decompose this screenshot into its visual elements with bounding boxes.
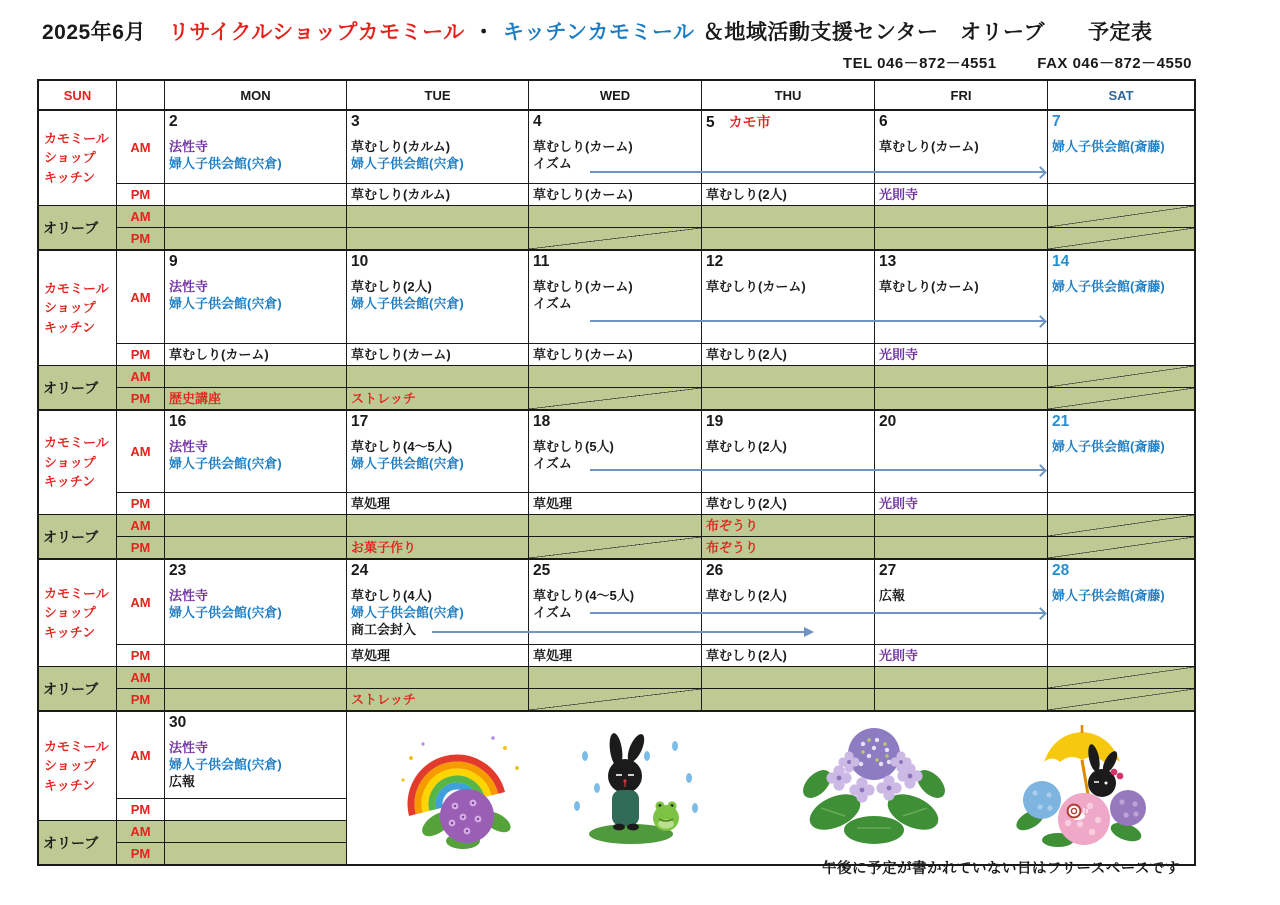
- day-cell-pm-thu: [702, 644, 875, 666]
- day-cell-pm-thu: [702, 492, 875, 514]
- date-line: [706, 112, 871, 133]
- event-text: 草むしり(カーム): [169, 347, 269, 362]
- olive-am-label: AM: [117, 666, 165, 688]
- olive-cell-pm-wed: [529, 536, 702, 558]
- day-cell-am-mon: [165, 712, 347, 798]
- event-text: 草むしり(カーム): [533, 279, 633, 294]
- date-number: 4: [533, 113, 542, 130]
- page-title: [42, 16, 1154, 46]
- title-rest: ＆地域活動支援センター オリーブ 予定表: [702, 21, 1153, 44]
- olive-cell-am-mon: [165, 205, 347, 227]
- kamomile-pm-label: PM: [117, 343, 165, 365]
- event-text: ストレッチ: [351, 391, 416, 406]
- section-label-line: カモミール: [44, 435, 109, 451]
- date-number: 7: [1052, 113, 1061, 130]
- title-kitchen: キッチンカモミール: [502, 21, 695, 44]
- event-text: 婦人子供会館(宍倉): [351, 296, 464, 311]
- day-cell-am-mon: [165, 560, 347, 644]
- day-cell-am-thu: [702, 411, 875, 492]
- olive-cell-pm-wed: [529, 387, 702, 409]
- event-text: イズム: [533, 605, 572, 620]
- title-separator-dot: ・: [473, 21, 495, 44]
- day-cell-pm-wed: [529, 183, 702, 205]
- kamomile-section-label: [39, 251, 117, 365]
- event-text: 法性寺: [169, 279, 209, 294]
- olive-pm-label: PM: [117, 536, 165, 558]
- day-cell-pm-thu: [702, 183, 875, 205]
- date-line: [169, 112, 343, 132]
- olive-cell-pm-thu: [702, 688, 875, 710]
- olive-cell-am-tue: [347, 666, 529, 688]
- continuation-arrow: [432, 631, 812, 633]
- day-cell-pm-sat: [1048, 492, 1194, 514]
- event-text: 商工会封入: [351, 622, 417, 637]
- event-text: 草処理: [533, 496, 573, 511]
- section-label-line: ショップ: [44, 758, 96, 774]
- olive-section-label: オリーブ: [39, 514, 117, 558]
- day-cell-pm-fri: [875, 183, 1048, 205]
- fax-number: FAX 046－872－4550: [1037, 55, 1192, 72]
- event-text: 草むしり(4人): [351, 588, 432, 603]
- day-cell-pm-fri: [875, 644, 1048, 666]
- contact-line: [843, 52, 1192, 73]
- olive-am-label: AM: [117, 365, 165, 387]
- event-text: 法性寺: [169, 139, 209, 154]
- event-text: 歴史講座: [169, 391, 222, 406]
- day-cell-am-sat: [1048, 411, 1194, 492]
- date-line: [351, 561, 525, 581]
- kamomile-pm-label: PM: [117, 644, 165, 666]
- week-row-4: [39, 558, 1194, 710]
- day-cell-pm-tue: [347, 644, 529, 666]
- section-label-line: ショップ: [44, 150, 96, 166]
- arrow-head-solid: [804, 627, 814, 637]
- event-text: 草むしり(2人): [351, 279, 432, 294]
- olive-cell-am-wed: [529, 205, 702, 227]
- event-text: 草むしり(5人): [533, 439, 614, 454]
- event-text: 草むしり(2人): [706, 187, 787, 202]
- event-text: 広報: [879, 588, 906, 603]
- day-cell-am-tue: [347, 111, 529, 183]
- event-text: 婦人子供会館(斎藤): [1052, 139, 1165, 154]
- section-label-line: カモミール: [44, 738, 109, 754]
- section-label-line: キッチン: [44, 624, 96, 640]
- date-number: 12: [706, 253, 724, 270]
- day-cell-am-mon: [165, 251, 347, 343]
- olive-cell-pm-tue: [347, 536, 529, 558]
- day-cell-pm-mon: [165, 798, 347, 820]
- olive-cell-am-sat: [1048, 365, 1194, 387]
- day-cell-am-mon: [165, 111, 347, 183]
- date-line: [706, 561, 871, 581]
- event-text: 光則寺: [879, 496, 919, 511]
- header-sun: SUN: [39, 81, 117, 109]
- olive-cell-am-fri: [875, 666, 1048, 688]
- date-line: [706, 252, 871, 272]
- day-cell-am-fri: [875, 251, 1048, 343]
- olive-cell-am-wed: [529, 365, 702, 387]
- rainbow-hydrangea-illustration: [393, 724, 533, 849]
- section-label-line: ショップ: [44, 300, 96, 316]
- event-text: 草むしり(カルム): [351, 187, 451, 202]
- day-cell-pm-wed: [529, 492, 702, 514]
- kamomile-am-label: AM: [117, 560, 165, 644]
- section-label-line: キッチン: [44, 319, 96, 335]
- olive-pm-label: PM: [117, 688, 165, 710]
- week-row-1: [39, 109, 1194, 249]
- olive-cell-am-fri: [875, 205, 1048, 227]
- date-number: 13: [879, 253, 897, 270]
- day-cell-pm-sat: [1048, 183, 1194, 205]
- day-cell-pm-fri: [875, 492, 1048, 514]
- olive-cell-am-thu: [702, 666, 875, 688]
- section-label-line: キッチン: [44, 474, 96, 490]
- olive-section-label: オリーブ: [39, 365, 117, 409]
- event-text: 草むしり(2人): [706, 648, 787, 663]
- day-cell-pm-tue: [347, 492, 529, 514]
- section-label-line: ショップ: [44, 605, 96, 621]
- olive-cell-am-thu: [702, 205, 875, 227]
- event-text: 草むしり(2人): [706, 588, 787, 603]
- date-line: [879, 252, 1044, 272]
- olive-cell-am-fri: [875, 365, 1048, 387]
- day-cell-pm-fri: [875, 343, 1048, 365]
- olive-cell-am-sat: [1048, 205, 1194, 227]
- olive-cell-am-tue: [347, 514, 529, 536]
- date-line: [169, 561, 343, 581]
- olive-cell-pm-fri: [875, 387, 1048, 409]
- day-cell-pm-tue: [347, 343, 529, 365]
- date-line: [533, 252, 698, 272]
- event-text: 草処理: [351, 648, 391, 663]
- event-text: 婦人子供会館(宍倉): [351, 605, 464, 620]
- tel-number: TEL 046－872－4551: [842, 55, 997, 72]
- event-text: 婦人子供会館(宍倉): [169, 296, 282, 311]
- date-line: [706, 412, 871, 432]
- day-cell-am-wed: [529, 411, 702, 492]
- title-recycle-shop: リサイクルショップカモミール: [168, 21, 465, 44]
- olive-cell-pm-fri: [875, 536, 1048, 558]
- day-cell-am-fri: [875, 560, 1048, 644]
- event-text: 草処理: [533, 648, 573, 663]
- day-cell-am-sat: [1048, 111, 1194, 183]
- day-cell-pm-mon: [165, 644, 347, 666]
- olive-cell-am-tue: [347, 205, 529, 227]
- date-line: [879, 112, 1044, 132]
- date-line: [879, 412, 1044, 432]
- event-text: 草むしり(カーム): [879, 139, 979, 154]
- rabbit-and-frog-illustration: [569, 726, 704, 848]
- olive-cell-pm-thu: [702, 387, 875, 409]
- event-text: 婦人子供会館(斎藤): [1052, 439, 1165, 454]
- date-number: 21: [1052, 413, 1070, 430]
- olive-cell-am-sat: [1048, 514, 1194, 536]
- olive-pm-label: PM: [117, 227, 165, 249]
- olive-cell-pm-thu: [702, 536, 875, 558]
- section-label-line: カモミール: [44, 280, 109, 296]
- event-text: 婦人子供会館(宍倉): [169, 605, 282, 620]
- kamomile-am-label: AM: [117, 712, 165, 798]
- event-text: 婦人子供会館(斎藤): [1052, 588, 1165, 603]
- weekday-header-row: [39, 81, 1194, 109]
- header-wed: WED: [529, 81, 702, 109]
- olive-cell-am-thu: [702, 365, 875, 387]
- olive-cell-am-wed: [529, 514, 702, 536]
- week-row-2: [39, 249, 1194, 409]
- olive-cell-pm-wed: [529, 227, 702, 249]
- day-cell-am-wed: [529, 251, 702, 343]
- olive-cell-pm-sat: [1048, 536, 1194, 558]
- event-text: 草むしり(カーム): [533, 187, 633, 202]
- week-row-3: [39, 409, 1194, 558]
- event-text: ストレッチ: [351, 692, 416, 707]
- kamomile-section-label: [39, 411, 117, 514]
- event-text: 婦人子供会館(宍倉): [351, 456, 464, 471]
- olive-cell-pm-sat: [1048, 387, 1194, 409]
- section-label-line: ショップ: [44, 454, 96, 470]
- header-ampm-spacer: [117, 81, 165, 109]
- olive-cell-pm-thu: [702, 227, 875, 249]
- date-number: 19: [706, 413, 724, 430]
- olive-cell-pm-sat: [1048, 227, 1194, 249]
- day-cell-pm-mon: [165, 343, 347, 365]
- date-line: [351, 252, 525, 272]
- day-cell-am-sat: [1048, 560, 1194, 644]
- olive-cell-pm-mon: [165, 688, 347, 710]
- olive-am-label: AM: [117, 205, 165, 227]
- olive-cell-am-mon: [165, 666, 347, 688]
- illustration-area: [347, 712, 1194, 864]
- date-number: 5: [706, 114, 715, 131]
- olive-cell-am-wed: [529, 666, 702, 688]
- kamomile-pm-label: PM: [117, 798, 165, 820]
- event-text: 光則寺: [879, 648, 919, 663]
- date-number: 30: [169, 714, 187, 731]
- date-number: 11: [533, 253, 550, 270]
- event-text: 法性寺: [169, 740, 209, 755]
- olive-cell-am-mon: [165, 514, 347, 536]
- event-text: 草むしり(4～5人): [351, 439, 453, 454]
- kamomile-am-label: AM: [117, 251, 165, 343]
- footnote-text: 午後に予定が書かれていない日はフリースペースです: [822, 861, 1180, 877]
- header-fri: FRI: [875, 81, 1048, 109]
- date-number: 26: [706, 562, 724, 579]
- olive-cell-pm-tue: [347, 688, 529, 710]
- date-number: 24: [351, 562, 369, 579]
- date-number: 25: [533, 562, 551, 579]
- section-label-line: キッチン: [44, 777, 96, 793]
- event-text: 婦人子供会館(斎藤): [1052, 279, 1165, 294]
- olive-cell-am-sat: [1048, 666, 1194, 688]
- event-text: 法性寺: [169, 588, 209, 603]
- date-number: 27: [879, 562, 897, 579]
- olive-cell-pm-fri: [875, 227, 1048, 249]
- day-cell-pm-thu: [702, 343, 875, 365]
- event-text: 婦人子供会館(宍倉): [351, 156, 464, 171]
- olive-cell-pm-mon: [165, 536, 347, 558]
- date-line: [879, 561, 1044, 581]
- event-text: イズム: [533, 156, 572, 171]
- olive-cell-am-mon: [165, 365, 347, 387]
- day-cell-am-sat: [1048, 251, 1194, 343]
- header-tue: TUE: [347, 81, 529, 109]
- date-number: 18: [533, 413, 551, 430]
- event-text: イズム: [533, 296, 572, 311]
- continuation-arrow: [590, 320, 1044, 322]
- event-text: 草むしり(2人): [706, 439, 787, 454]
- date-line: [1052, 252, 1191, 272]
- olive-cell-pm-sat: [1048, 688, 1194, 710]
- event-text: 布ぞうり: [706, 540, 759, 555]
- title-month: 2025年6月: [42, 21, 146, 44]
- date-number: 20: [879, 413, 897, 430]
- date-line: [169, 252, 343, 272]
- date-number: 14: [1052, 253, 1070, 270]
- kamomile-section-label: [39, 712, 117, 820]
- olive-section-label: オリーブ: [39, 820, 117, 864]
- date-number: 6: [879, 113, 888, 130]
- day-cell-am-tue: [347, 251, 529, 343]
- date-line: [533, 112, 698, 132]
- umbrella-rabbit-illustration: [1002, 720, 1162, 850]
- day-cell-am-tue: [347, 411, 529, 492]
- olive-cell-pm-fri: [875, 688, 1048, 710]
- continuation-arrow: [590, 171, 1044, 173]
- date-number: 9: [169, 253, 178, 270]
- olive-cell-am-mon: [165, 820, 347, 842]
- header-mon: MON: [165, 81, 347, 109]
- olive-am-label: AM: [117, 514, 165, 536]
- section-label-line: キッチン: [44, 169, 96, 185]
- event-text: 草むしり(2人): [706, 347, 787, 362]
- olive-am-label: AM: [117, 820, 165, 842]
- event-text: 光則寺: [879, 347, 919, 362]
- event-text: お菓子作り: [351, 540, 417, 555]
- date-line: [351, 112, 525, 132]
- kamomile-section-label: [39, 111, 117, 205]
- olive-cell-pm-mon: [165, 842, 347, 864]
- event-text: 法性寺: [169, 439, 209, 454]
- day-cell-pm-mon: [165, 492, 347, 514]
- date-number: 23: [169, 562, 187, 579]
- date-line: [351, 412, 525, 432]
- event-text: イズム: [533, 456, 572, 471]
- event-text: 草むしり(カーム): [879, 279, 979, 294]
- olive-pm-label: PM: [117, 842, 165, 864]
- section-label-line: カモミール: [44, 130, 109, 146]
- event-text: 婦人子供会館(宍倉): [169, 156, 282, 171]
- olive-cell-pm-wed: [529, 688, 702, 710]
- date-line: [1052, 112, 1191, 132]
- date-number: 2: [169, 113, 178, 130]
- olive-pm-label: PM: [117, 387, 165, 409]
- event-text: 草むしり(カーム): [533, 347, 633, 362]
- schedule-table: [37, 79, 1196, 866]
- event-text: 広報: [169, 774, 196, 789]
- event-text: 草むしり(カーム): [706, 279, 806, 294]
- day-cell-pm-mon: [165, 183, 347, 205]
- header-thu: THU: [702, 81, 875, 109]
- date-line: [169, 713, 343, 733]
- continuation-arrow: [590, 612, 1044, 614]
- day-cell-pm-sat: [1048, 644, 1194, 666]
- date-line: [1052, 412, 1191, 432]
- section-label-line: カモミール: [44, 585, 109, 601]
- date-line: [1052, 561, 1191, 581]
- olive-cell-am-tue: [347, 365, 529, 387]
- event-text: 布ぞうり: [706, 518, 759, 533]
- olive-section-label: オリーブ: [39, 666, 117, 710]
- date-line: [533, 412, 698, 432]
- event-text: 草むしり(2人): [706, 496, 787, 511]
- kamomile-section-label: [39, 560, 117, 666]
- date-line: [169, 412, 343, 432]
- day-cell-pm-wed: [529, 343, 702, 365]
- date-number: 28: [1052, 562, 1070, 579]
- kamomile-pm-label: PM: [117, 492, 165, 514]
- event-text: 光則寺: [879, 187, 919, 202]
- olive-cell-am-thu: [702, 514, 875, 536]
- olive-cell-pm-tue: [347, 227, 529, 249]
- week-row-5: [39, 710, 1194, 864]
- event-text: 草処理: [351, 496, 391, 511]
- date-line: [533, 561, 698, 581]
- date-number: 3: [351, 113, 360, 130]
- event-text: 婦人子供会館(宍倉): [169, 456, 282, 471]
- kamomile-am-label: AM: [117, 411, 165, 492]
- date-number: 16: [169, 413, 187, 430]
- day-cell-am-fri: [875, 411, 1048, 492]
- continuation-arrow: [590, 469, 1044, 471]
- weeks-container: [39, 109, 1194, 864]
- olive-cell-pm-mon: [165, 227, 347, 249]
- day-cell-am-thu: [702, 251, 875, 343]
- kamomile-pm-label: PM: [117, 183, 165, 205]
- olive-cell-am-fri: [875, 514, 1048, 536]
- hydrangea-flowers-illustration: [799, 718, 949, 850]
- date-number: 17: [351, 413, 369, 430]
- event-text: 草むしり(4～5人): [533, 588, 635, 603]
- kamomile-am-label: AM: [117, 111, 165, 183]
- day-cell-pm-tue: [347, 183, 529, 205]
- olive-section-label: オリーブ: [39, 205, 117, 249]
- olive-cell-pm-mon: [165, 387, 347, 409]
- day-cell-pm-sat: [1048, 343, 1194, 365]
- event-text: 草むしり(カルム): [351, 139, 451, 154]
- day-cell-pm-wed: [529, 644, 702, 666]
- event-badge: カモ市: [728, 114, 771, 130]
- header-sat: SAT: [1108, 87, 1134, 103]
- date-number: 10: [351, 253, 369, 270]
- event-text: 草むしり(カーム): [351, 347, 451, 362]
- day-cell-am-mon: [165, 411, 347, 492]
- olive-cell-pm-tue: [347, 387, 529, 409]
- event-text: 草むしり(カーム): [533, 139, 633, 154]
- event-text: 婦人子供会館(宍倉): [169, 757, 282, 772]
